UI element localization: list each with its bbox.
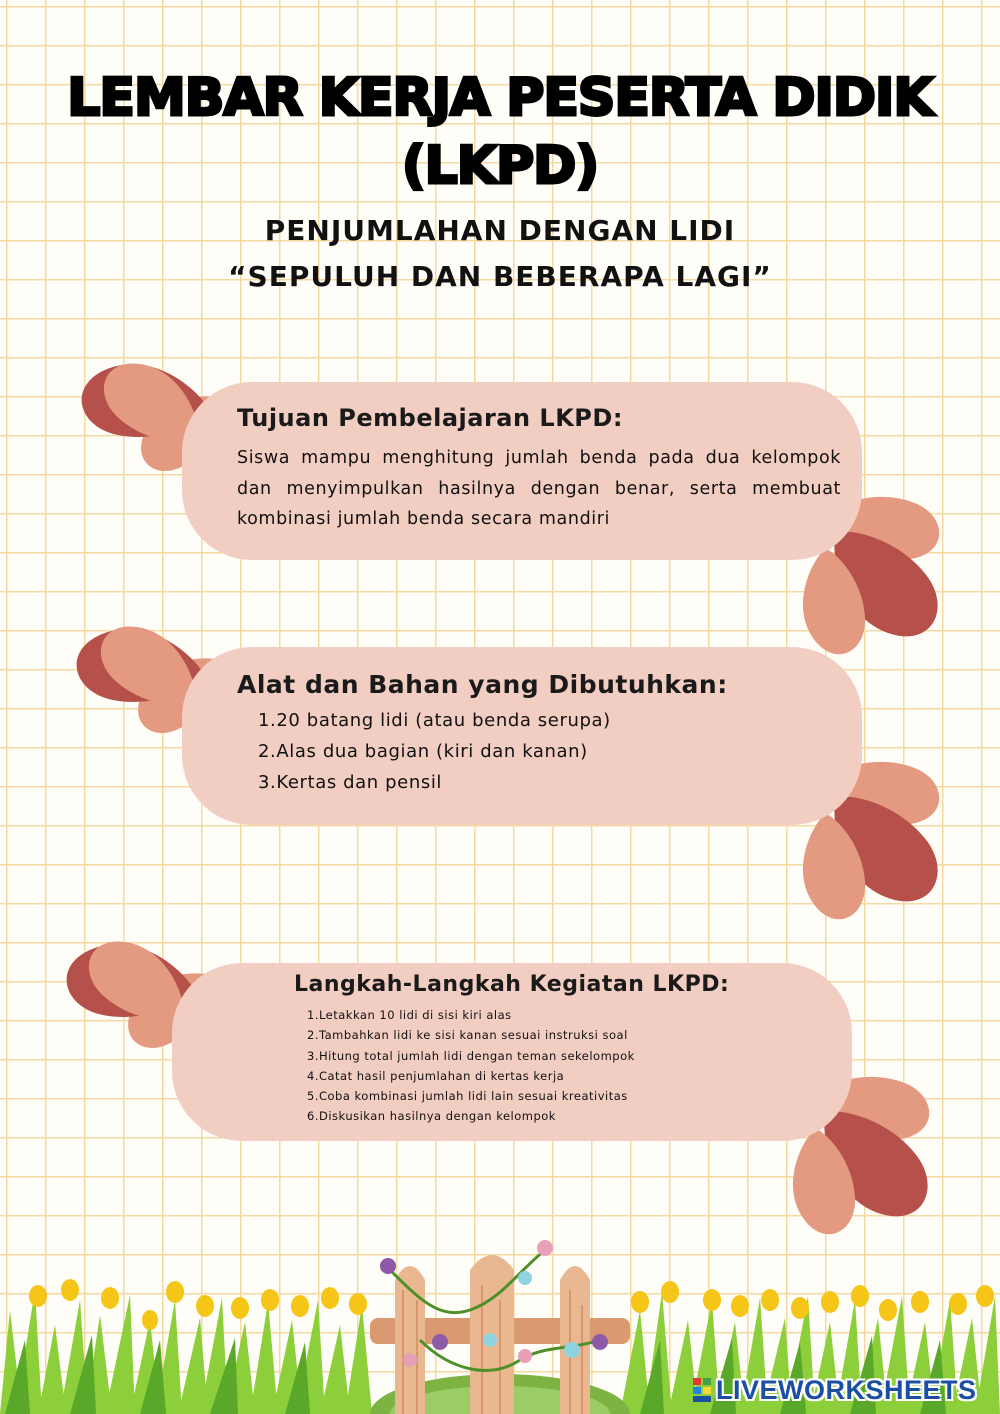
materials-list: [258, 705, 611, 798]
liveworksheets-logo-text: LIVEWORKSHEETS: [716, 1374, 977, 1405]
goal-heading: Tujuan Pembelajaran LKPD:: [237, 404, 623, 432]
list-item: 4.Catat hasil penjumlahan di kertas kerja: [307, 1068, 565, 1083]
list-item: 5.Coba kombinasi jumlah lidi lain sesuai kreativitas: [307, 1089, 628, 1104]
page-title-line1: LEMBAR KERJA PESERTA DIDIK: [67, 68, 933, 128]
page-subtitle-line2: “SEPULUH DAN BEBERAPA LAGI”: [228, 260, 772, 293]
liveworksheets-logo: [692, 1374, 977, 1406]
list-item: 2.Alas dua bagian (kiri dan kanan): [258, 741, 588, 762]
liveworksheets-logo-icon: [692, 1377, 712, 1403]
list-item: 3.Hitung total jumlah lidi dengan teman sekelompok: [307, 1048, 635, 1063]
list-item: 3.Kertas dan pensil: [258, 772, 443, 793]
list-item: 2.Tambahkan lidi ke sisi kanan sesuai instruksi soal: [307, 1028, 628, 1043]
page-subtitle-line1: PENJUMLAHAN DENGAN LIDI: [264, 214, 736, 247]
list-item: 1.20 batang lidi (atau benda serupa): [258, 710, 611, 731]
page-title-line2: (LKPD): [401, 136, 599, 196]
materials-heading: Alat dan Bahan yang Dibutuhkan:: [237, 670, 728, 699]
list-item: 1.Letakkan 10 lidi di sisi kiri alas: [307, 1008, 512, 1022]
steps-list: [307, 1005, 635, 1127]
list-item: 6.Diskusikan hasilnya dengan kelompok: [307, 1109, 556, 1124]
goal-text: Siswa mampu menghitung jumlah benda pada dua kelompok dan menyimpulkan hasilnya dengan benar, serta membuat kombinasi jumlah benda secara mandiri: [237, 448, 841, 529]
steps-heading: Langkah-Langkah Kegiatan LKPD:: [294, 972, 730, 997]
